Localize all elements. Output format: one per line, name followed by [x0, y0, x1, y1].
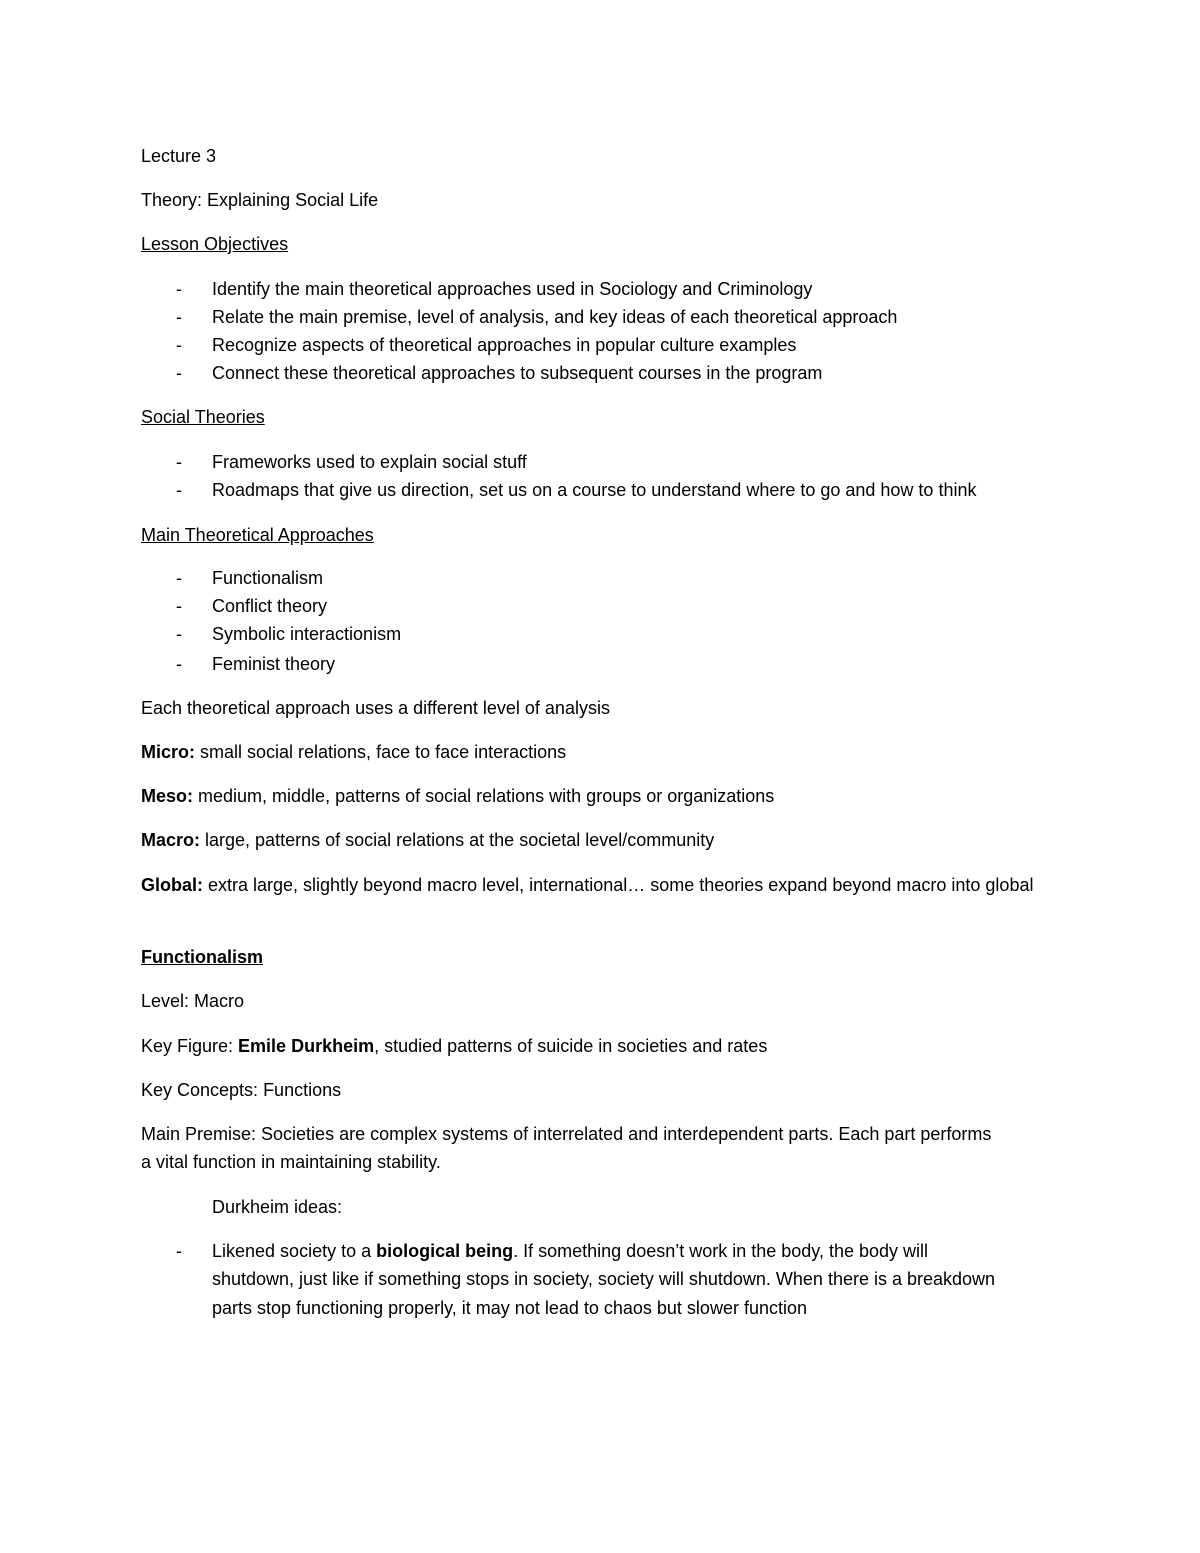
level-micro: [141, 738, 566, 766]
level-text: medium, middle, patterns of social relations with groups or organizations: [193, 786, 775, 806]
bullet-dash: -: [176, 596, 182, 616]
key-figure-name: Emile Durkheim: [238, 1036, 375, 1056]
bullet-dash: -: [176, 480, 182, 500]
list-item: Connect these theoretical approaches to subsequent courses in the program: [212, 363, 823, 383]
level-meso: [141, 782, 774, 810]
list-item: Functionalism: [212, 568, 324, 588]
durkheim-item-post: . If something doesn’t work in the body, the body will shutdown, just like if something stops in society, society will shutdown. When there is a breakdown parts stop functioning properly, it may not lead to chaos but slower function: [212, 1241, 996, 1318]
list-item: Recognize aspects of theoretical approaches in popular culture examples: [212, 335, 797, 355]
durkheim-item-bold: biological being: [376, 1241, 514, 1261]
bullet-dash: -: [176, 363, 182, 383]
level-text: large, patterns of social relations at the societal level/community: [200, 830, 715, 850]
list-item: Frameworks used to explain social stuff: [212, 452, 527, 472]
list-item: Symbolic interactionism: [212, 624, 402, 644]
key-figure-prefix: Key Figure:: [141, 1036, 239, 1056]
page-title: Theory: Explaining Social Life: [141, 190, 379, 210]
durkheim-heading: Durkheim ideas:: [212, 1197, 343, 1217]
list-item: Feminist theory: [212, 654, 336, 674]
key-concepts: Key Concepts: Functions: [141, 1080, 342, 1100]
functionalism-heading: Functionalism: [141, 947, 264, 967]
bullet-dash: -: [176, 452, 182, 472]
bullet-dash: -: [176, 1241, 182, 1261]
level-label: Global:: [141, 875, 203, 895]
level-text: small social relations, face to face interactions: [195, 742, 567, 762]
level-label: Macro:: [141, 830, 201, 850]
level-global: [141, 871, 1071, 899]
bullet-dash: -: [176, 568, 182, 588]
key-figure-suffix: , studied patterns of suicide in societies and rates: [374, 1036, 768, 1056]
bullet-dash: -: [176, 654, 182, 674]
approaches-heading: Main Theoretical Approaches: [141, 525, 374, 545]
objectives-heading: Lesson Objectives: [141, 234, 289, 254]
bullet-dash: -: [176, 279, 182, 299]
list-item: Roadmaps that give us direction, set us on a course to understand where to go and how to think: [212, 480, 977, 500]
functionalism-level: Level: Macro: [141, 991, 245, 1011]
bullet-dash: -: [176, 307, 182, 327]
list-item: Identify the main theoretical approaches used in Sociology and Criminology: [212, 279, 813, 299]
level-macro: [141, 826, 714, 854]
main-premise: Main Premise: Societies are complex systems of interrelated and interdependent parts. Each part performs a vital function in maintaining stability.: [141, 1124, 992, 1172]
list-item: Relate the main premise, level of analysis, and key ideas of each theoretical approach: [212, 307, 898, 327]
level-label: Meso:: [141, 786, 194, 806]
social-theories-heading: Social Theories: [141, 407, 265, 427]
list-item: Conflict theory: [212, 596, 328, 616]
level-label: Micro:: [141, 742, 195, 762]
lecture-label: Lecture 3: [141, 146, 217, 166]
levels-intro: Each theoretical approach uses a different level of analysis: [141, 698, 610, 718]
key-figure: [141, 1032, 767, 1060]
bullet-dash: -: [176, 335, 182, 355]
level-text: extra large, slightly beyond macro level, international… some theories expand beyond macro into global: [203, 875, 1034, 895]
durkheim-item-pre: Likened society to a: [212, 1241, 377, 1261]
durkheim-item: [212, 1237, 1012, 1322]
bullet-dash: -: [176, 624, 182, 644]
